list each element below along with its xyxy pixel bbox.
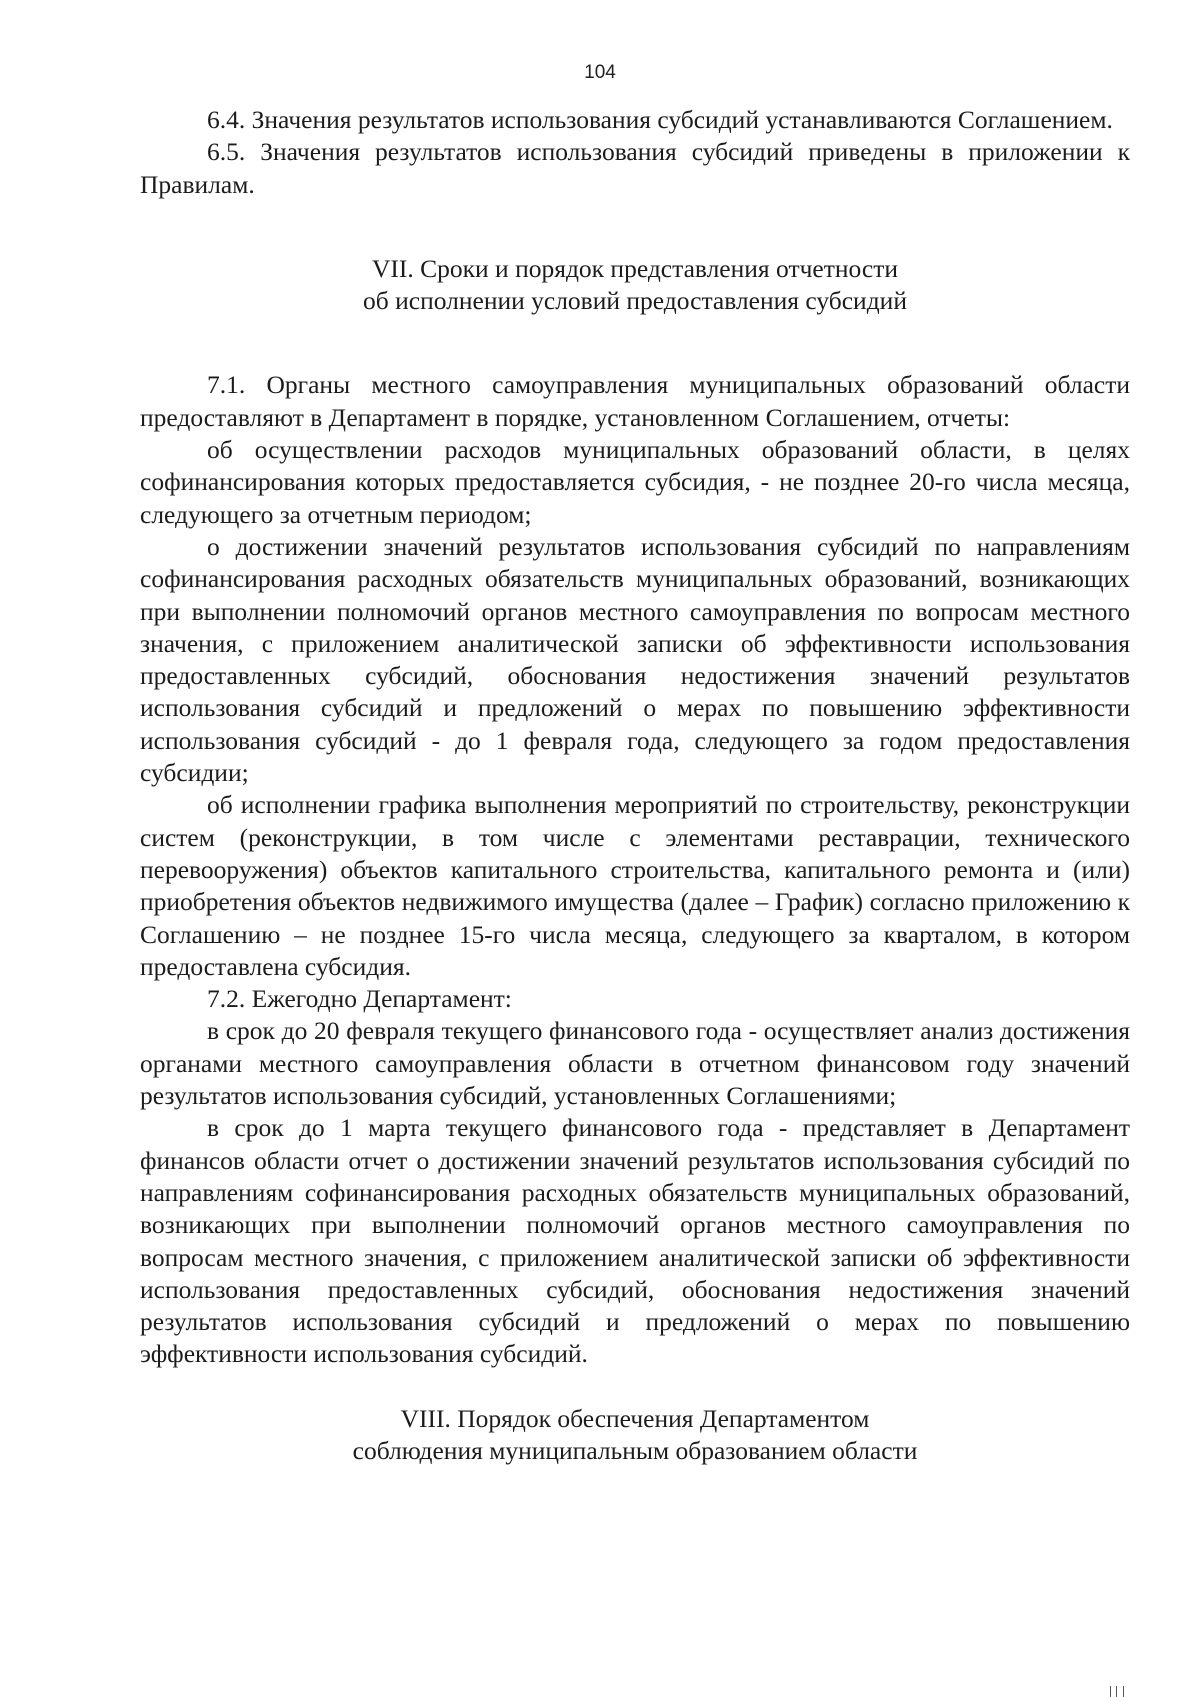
paragraph-6-5: 6.5. Значения результатов использования субсидий приведены в приложении к Правилам. bbox=[140, 137, 1130, 199]
section-8-title-line-2: соблюдения муниципальным образованием области bbox=[352, 1435, 918, 1465]
section-7-heading bbox=[140, 253, 1130, 318]
paragraph-7-1-expenses-report: об осуществлении расходов муниципальных образований области, в целях софинансирования которых предоставляется субсидия, - не позднее 20-го числа месяца, следующего за отчетным периодом; bbox=[140, 435, 1130, 529]
page-number: 104 bbox=[584, 62, 616, 83]
section-7-title-line-2: об исполнении условий предоставления субсидий bbox=[363, 286, 907, 316]
section-7-title-line-1: VII. Сроки и порядок представления отчетности bbox=[371, 253, 899, 283]
paragraph-7-2-finance-report: в срок до 1 марта текущего финансового года - представляет в Департамент финансов области отчет о достижении значений результатов использования субсидий по направлениям софинансирования расходных обязательств муниципальных образований, возникающих при выполнении полномочий органов местного самоуправления по вопросам местного значения, с приложением аналитической записки об эффективности использования предоставленных субсидий, обоснования недостижения значений результатов использования субсидий и предложений о мерах по повышению эффективности использования субсидий. bbox=[140, 1113, 1130, 1369]
paragraph-7-2: 7.2. Ежегодно Департамент: bbox=[207, 984, 512, 1014]
paragraph-7-1-results-report: о достижении значений результатов использования субсидий по направлениям софинансирования расходных обязательств муниципальных образований, возникающих при выполнении полномочий органов местного самоуправления по вопросам местного значения, с приложением аналитической записки об эффективности использования предоставленных субсидий, обоснования недостижения значений результатов использования субсидий и предложений о мерах по повышению эффективности использования субсидий - до 1 февраля года, следующего за годом предоставления субсидии; bbox=[140, 531, 1130, 788]
paragraph-7-1-schedule-report: об исполнении графика выполнения мероприятий по строительству, реконструкции систем (реконструкции, в том числе с элементами реставрации, технического перевооружения) объектов капитального строительства, капитального ремонта и (или) приобретения объектов недвижимого имущества (далее – График) согласно приложению к Соглашению – не позднее 15-го числа месяца, следующего за кварталом, в котором предоставлена субсидия. bbox=[140, 790, 1130, 981]
paragraph-7-2-analysis: в срок до 20 февраля текущего финансового года - осуществляет анализ достижения органами местного самоуправления области в отчетном финансовом году значений результатов использования субсидий, установленных Соглашениями; bbox=[140, 1016, 1130, 1111]
scan-artifact bbox=[1110, 1686, 1124, 1697]
section-8-title-line-1: VIII. Порядок обеспечения Департаментом bbox=[400, 1403, 870, 1433]
document-body bbox=[140, 104, 1130, 1467]
paragraph-7-1: 7.1. Органы местного самоуправления муниципальных образований области предоставляют в Департамент в порядке, установленном Соглашением, отчеты: bbox=[140, 370, 1130, 432]
section-8-heading bbox=[140, 1403, 1130, 1468]
paragraph-6-4: 6.4. Значения результатов использования субсидий устанавливаются Соглашением. bbox=[207, 105, 1113, 134]
